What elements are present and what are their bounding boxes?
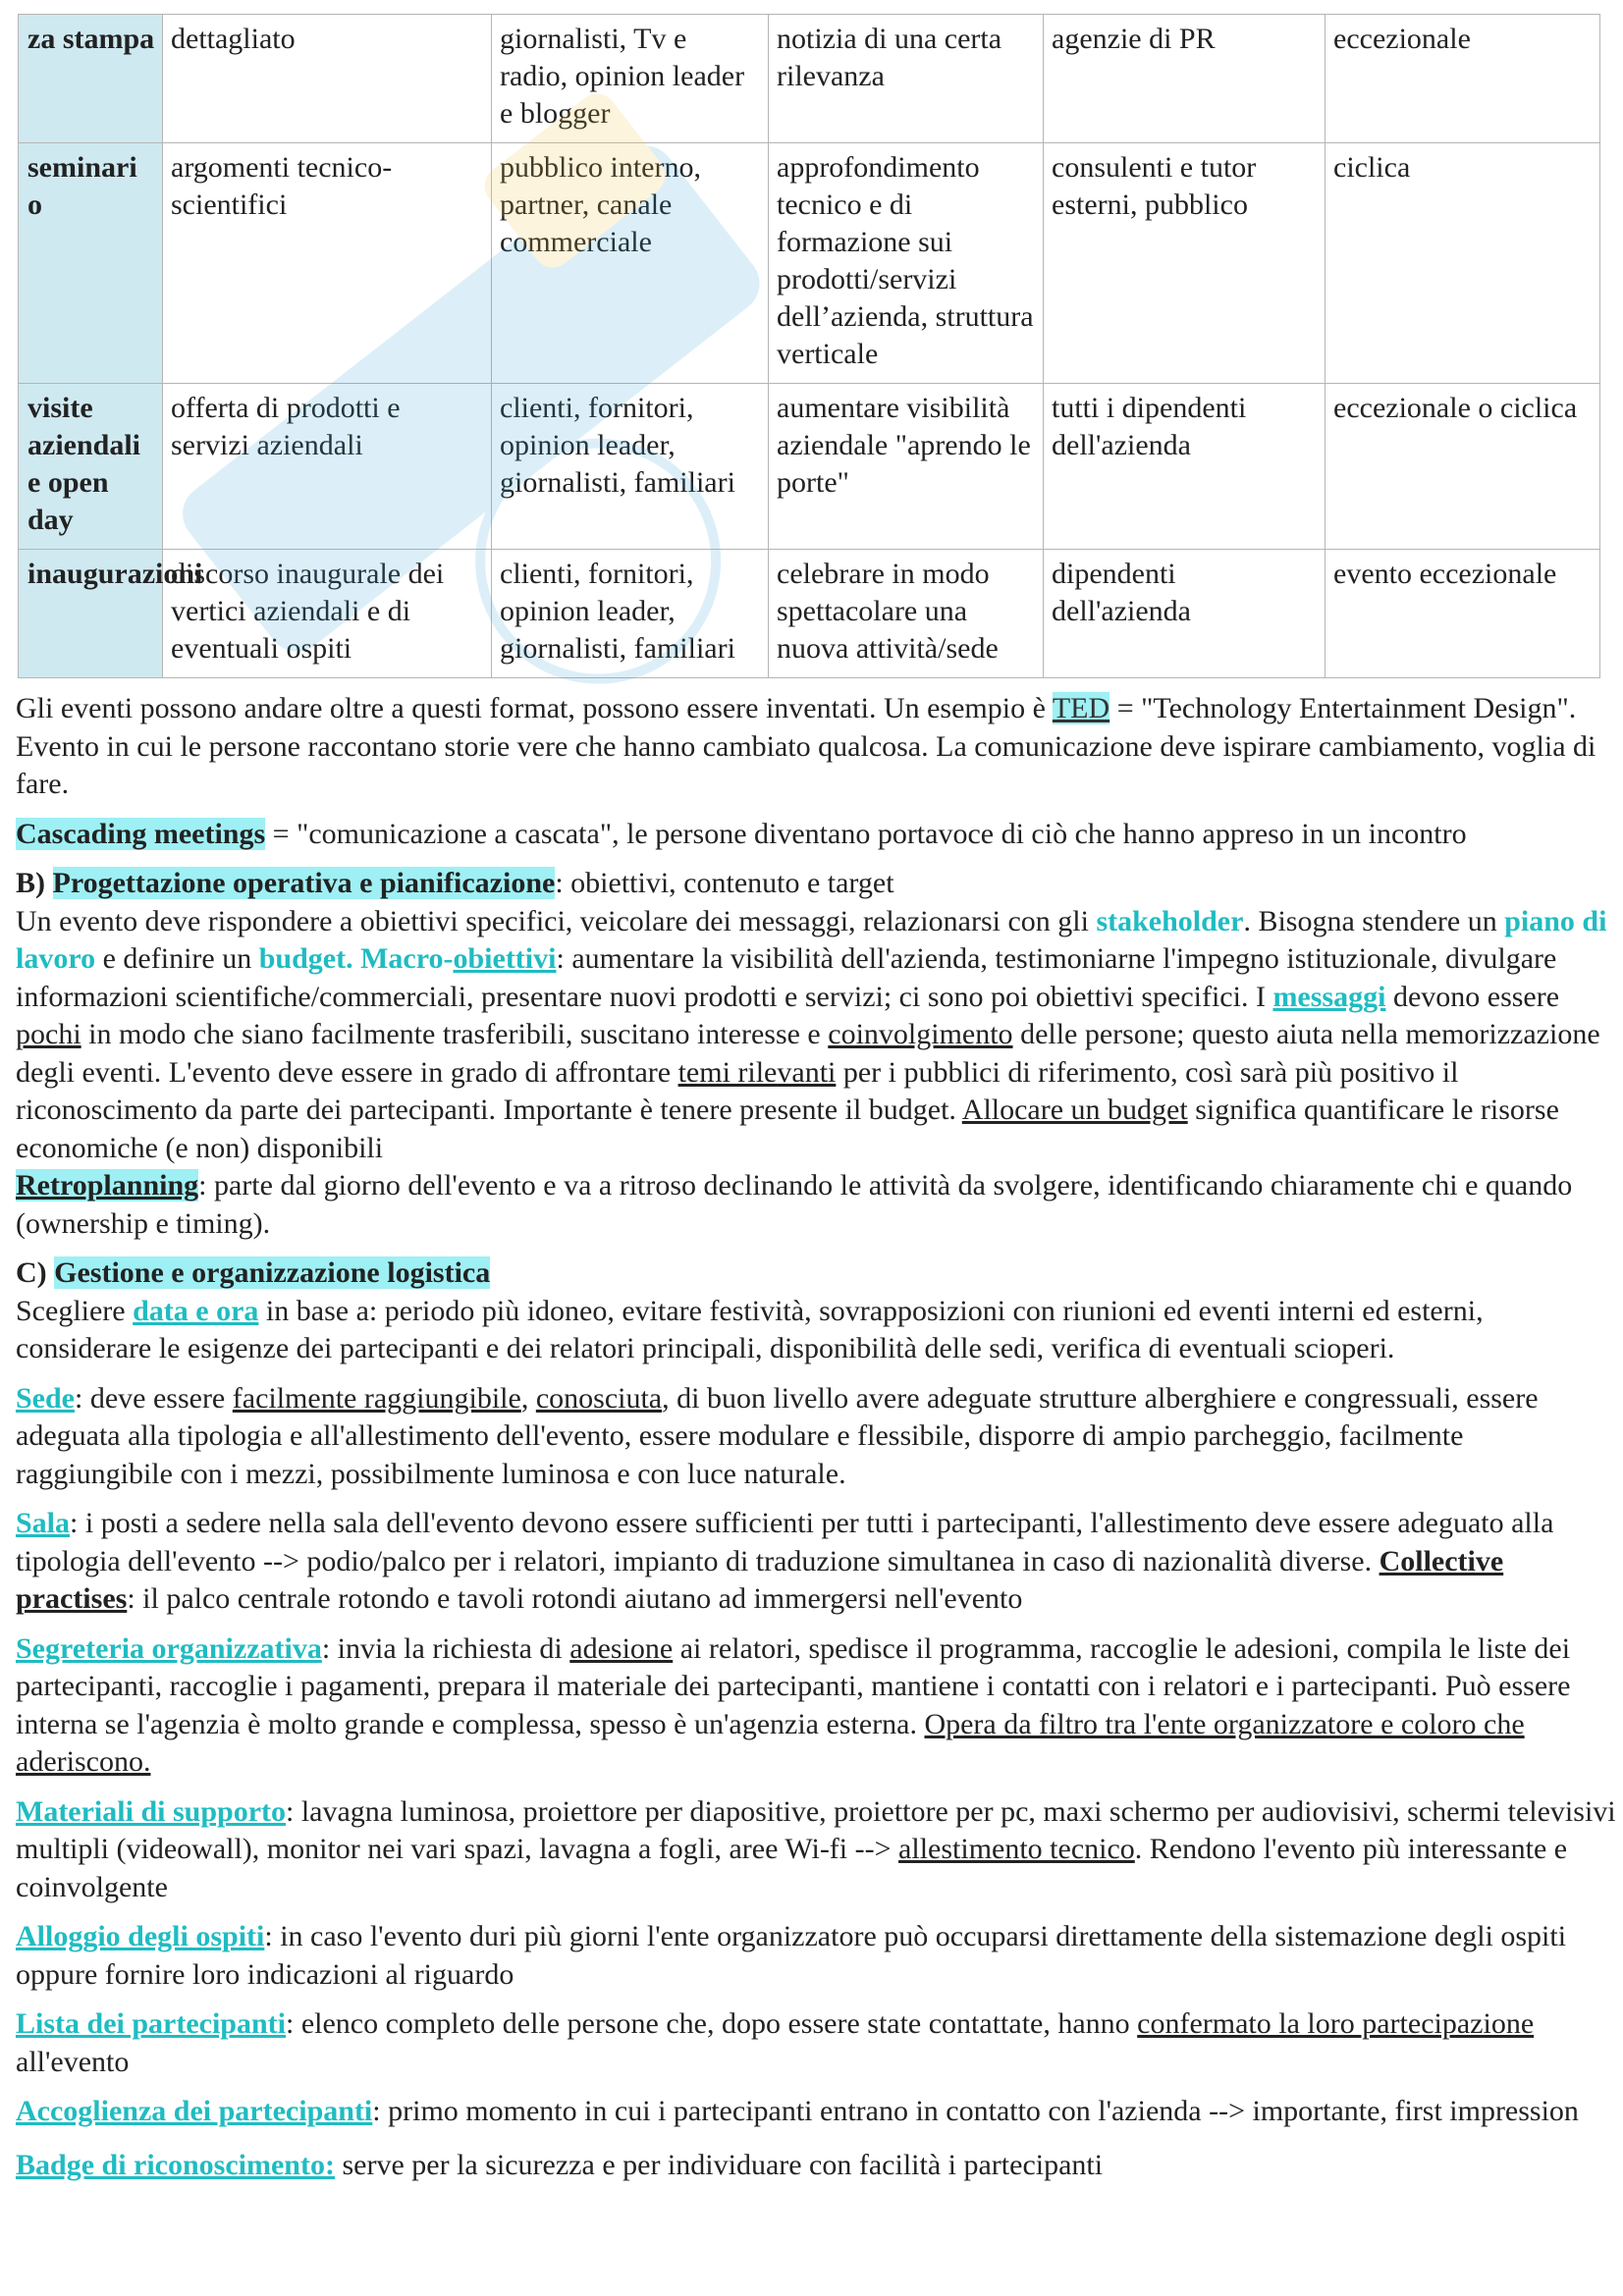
event-formats-table <box>18 14 1600 678</box>
cell-contenuti: dettagliato <box>163 15 492 143</box>
cell-obiettivo: notizia di una certa rilevanza <box>769 15 1044 143</box>
cell-relatori: consulenti e tutor esterni, pubblico <box>1044 143 1325 384</box>
cell-format: visite aziendali e open day <box>19 384 163 550</box>
cell-relatori: agenzie di PR <box>1044 15 1325 143</box>
ted-paragraph: Gli eventi possono andare oltre a questi format, possono essere inventati. Un esempio è TED = "Technology Entertainment Design". Evento in cui le persone raccontano storie vere che hanno cambiato qualcosa. La comunicazione deve ispirare cambiamento, voglia di fare. <box>16 692 1596 800</box>
table-row <box>19 384 1600 550</box>
section-c-heading: C) Gestione e organizzazione logistica <box>16 1256 491 1289</box>
materiali-paragraph: Materiali di supporto: lavagna luminosa, proiettore per diapositive, proiettore per pc, maxi schermo per audiovisivi, schermi televisivi multipli (videowall), monitor nei vari spazi, lavagna a fogli, aree Wi-fi --> allestimento tecnico. Rendono l'evento più interessante e coinvolgente <box>16 1794 1616 1903</box>
table-row <box>19 143 1600 384</box>
table-row <box>19 15 1600 143</box>
cascading-keyword: Cascading meetings <box>16 817 266 850</box>
cell-frequenza: eccezionale o ciclica <box>1325 384 1600 550</box>
cell-format: inaugurazioni <box>19 550 163 678</box>
lista-paragraph: Lista dei partecipanti: elenco completo delle persone che, dopo essere state contattate, hanno confermato la loro partecipazione all'evento <box>16 2007 1535 2078</box>
cell-target: clienti, fornitori, opinion leader, giornalisti, familiari <box>492 384 769 550</box>
cell-format: seminari o <box>19 143 163 384</box>
cell-obiettivo: aumentare visibilità aziendale "aprendo le porte" <box>769 384 1044 550</box>
accoglienza-paragraph: Accoglienza dei partecipanti: primo momento in cui i partecipanti entrano in contatto con l'azienda --> importante, first impression <box>16 2095 1579 2127</box>
cell-contenuti: offerta di prodotti e servizi aziendali <box>163 384 492 550</box>
section-b-body: Un evento deve rispondere a obiettivi specifici, veicolare dei messaggi, relazionarsi con gli stakeholder. Bisogna stendere un piano di lavoro e definire un budget. Macro-obiettivi: aumentare la visibilità dell'azienda, testimoniarne l'impegno istituzionale, divulgare informazioni scientifiche/commerciali, presentare nuovi prodotti e servizi; ci sono poi obiettivi specifici. I messaggi devono essere pochi in modo che siano facilmente trasferibili, suscitano interesse e coinvolgimento delle persone; questo aiuta nella memorizzazione degli eventi. L'evento deve essere in grado di affrontare temi rilevanti per i pubblici di riferimento, così sarà più positivo il riconoscimento da parte dei partecipanti. Importante è tenere presente il budget. Allocare un budget significa quantificare le risorse economiche (e non) disponibili Retroplanning: parte dal giorno dell'evento e va a ritroso declinando le attività da svolgere, identificando chiaramente chi e quando (ownership e timing). <box>16 904 1607 1240</box>
cell-relatori: tutti i dipendenti dell'azienda <box>1044 384 1325 550</box>
cascading-paragraph: Cascading meetings = "comunicazione a cascata", le persone diventano portavoce di ciò che hanno appreso in un incontro <box>16 817 1467 850</box>
sala-paragraph: Sala: i posti a sedere nella sala dell'evento devono essere sufficienti per tutti i partecipanti, l'allestimento deve essere adeguato alla tipologia dell'evento --> podio/palco per i relatori, impianto di traduzione simultanea in caso di nazionalità diverse. Collective practises: il palco centrale rotondo e tavoli rotondi aiutano ad immergersi nell'evento <box>16 1507 1554 1615</box>
cell-relatori: dipendenti dell'azienda <box>1044 550 1325 678</box>
alloggio-paragraph: Alloggio degli ospiti: in caso l'evento duri più giorni l'ente organizzatore può occuparsi direttamente della sistemazione degli ospiti oppure fornire loro indicazioni al riguardo <box>16 1920 1567 1991</box>
section-c-title: Gestione e organizzazione logistica <box>54 1256 491 1289</box>
cell-obiettivo: approfondimento tecnico e di formazione sui prodotti/servizi dell’azienda, struttura verticale <box>769 143 1044 384</box>
segreteria-paragraph: Segreteria organizzativa: invia la richiesta di adesione ai relatori, spedisce il programma, raccoglie le adesioni, compila le liste dei partecipanti, raccoglie i pagamenti, prepara il materiale dei partecipanti, mantiene i contatti con i relatori e i partecipanti. Può essere interna se l'agenzia è molto grande e complessa, spesso è un'agenzia esterna. Opera da filtro tra l'ente organizzatore e coloro che aderiscono. <box>16 1631 1571 1778</box>
table-row <box>19 550 1600 678</box>
page <box>16 14 1616 2184</box>
sede-paragraph: Sede: deve essere facilmente raggiungibile, conosciuta, di buon livello avere adeguate strutture alberghiere e congressuali, essere adeguata alla tipologia e all'allestimento dell'evento, essere modulare e flessibile, disporre di ampio parcheggio, facilmente raggiungibile con i mezzi, possibilmente luminosa e con luce naturale. <box>16 1381 1539 1490</box>
cell-target: pubblico interno, partner, canale commerciale <box>492 143 769 384</box>
badge-paragraph: Badge di riconoscimento: serve per la sicurezza e per individuare con facilità i partecipanti <box>16 2148 1104 2181</box>
section-b-heading: B) Progettazione operativa e pianificazione: obiettivi, contenuto e target <box>16 867 894 899</box>
cell-frequenza: ciclica <box>1325 143 1600 384</box>
cell-obiettivo: celebrare in modo spettacolare una nuova attività/sede <box>769 550 1044 678</box>
cell-contenuti: argomenti tecnico-scientifici <box>163 143 492 384</box>
retroplanning-keyword: Retroplanning <box>16 1169 199 1201</box>
cell-frequenza: evento eccezionale <box>1325 550 1600 678</box>
cell-target: clienti, fornitori, opinion leader, giornalisti, familiari <box>492 550 769 678</box>
cell-target: giornalisti, Tv e radio, opinion leader e blogger <box>492 15 769 143</box>
cell-frequenza: eccezionale <box>1325 15 1600 143</box>
cell-contenuti: discorso inaugurale dei vertici aziendali e di eventuali ospiti <box>163 550 492 678</box>
ted-link[interactable]: TED <box>1052 692 1110 724</box>
cell-format: za stampa <box>19 15 163 143</box>
section-c-body: Scegliere data e ora in base a: periodo più idoneo, evitare festività, sovrapposizioni con riunioni ed eventi interni ed esterni, considerare le esigenze dei partecipanti e dei relatori principali, disponibilità delle sedi, verifica di eventuali scioperi. <box>16 1294 1484 1364</box>
section-b-title: Progettazione operativa e pianificazione <box>52 867 556 899</box>
